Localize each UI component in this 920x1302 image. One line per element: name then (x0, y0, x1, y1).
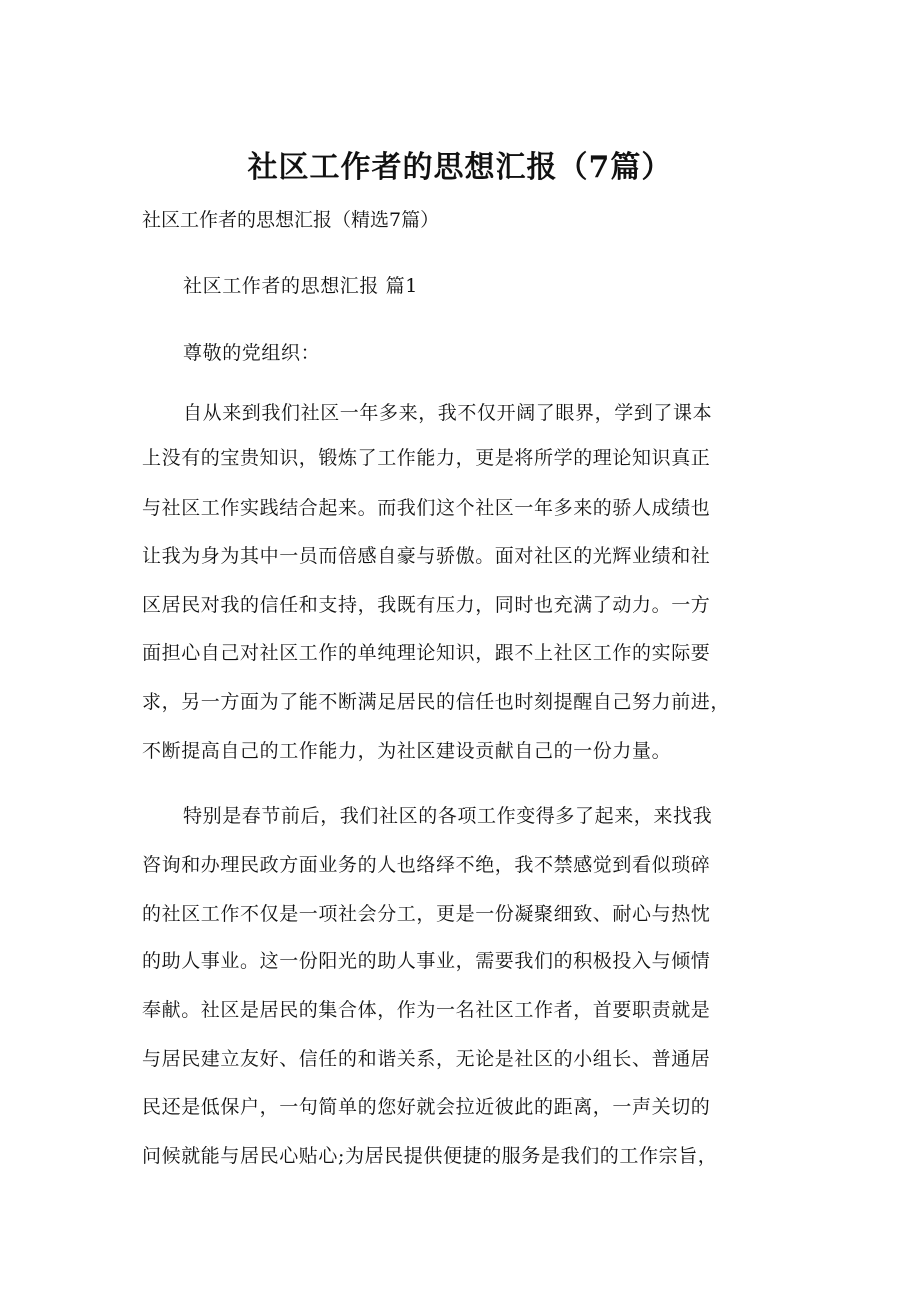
paragraph-line: 民还是低保户，一句简单的您好就会拉近彼此的距离，一声关切的 (142, 1096, 711, 1118)
paragraph-line: 不断提高自己的工作能力，为社区建设贡献自己的一份力量。 (142, 740, 672, 762)
paragraph-line: 的助人事业。这一份阳光的助人事业，需要我们的积极投入与倾情 (142, 950, 711, 972)
salutation: 尊敬的党组织： (183, 342, 321, 364)
paragraph-line: 让我为身为其中一员而倍感自豪与骄傲。面对社区的光辉业绩和社 (142, 545, 711, 567)
document-title: 社区工作者的思想汇报（7篇） (247, 150, 673, 185)
paragraph-line: 上没有的宝贵知识，锻炼了工作能力，更是将所学的理论知识真正 (142, 447, 711, 469)
paragraph-line: 特别是春节前后，我们社区的各项工作变得多了起来，来找我 (183, 805, 713, 827)
paragraph-line: 咨询和办理民政方面业务的人也络绎不绝，我不禁感觉到看似琐碎 (142, 854, 711, 876)
paragraph-line: 自从来到我们社区一年多来，我不仅开阔了眼界，学到了课本 (183, 402, 713, 424)
paragraph-line: 与社区工作实践结合起来。而我们这个社区一年多来的骄人成绩也 (142, 497, 711, 519)
paragraph-line: 奉献。社区是居民的集合体，作为一名社区工作者，首要职责就是 (142, 999, 711, 1021)
paragraph-line: 求，另一方面为了能不断满足居民的信任也时刻提醒自己努力前进， (142, 691, 731, 713)
section-heading: 社区工作者的思想汇报 篇1 (183, 275, 418, 297)
paragraph-line: 的社区工作不仅是一项社会分工，更是一份凝聚细致、耐心与热忱 (142, 903, 711, 925)
paragraph-line: 区居民对我的信任和支持，我既有压力，同时也充满了动力。一方 (142, 594, 711, 616)
paragraph-line: 与居民建立友好、信任的和谐关系，无论是社区的小组长、普通居 (142, 1048, 711, 1070)
paragraph-line: 面担心自己对社区工作的单纯理论知识，跟不上社区工作的实际要 (142, 642, 711, 664)
document-subtitle: 社区工作者的思想汇报（精选7篇） (142, 209, 440, 231)
paragraph-line: 问候就能与居民心贴心;为居民提供便捷的服务是我们的工作宗旨， (142, 1145, 718, 1167)
